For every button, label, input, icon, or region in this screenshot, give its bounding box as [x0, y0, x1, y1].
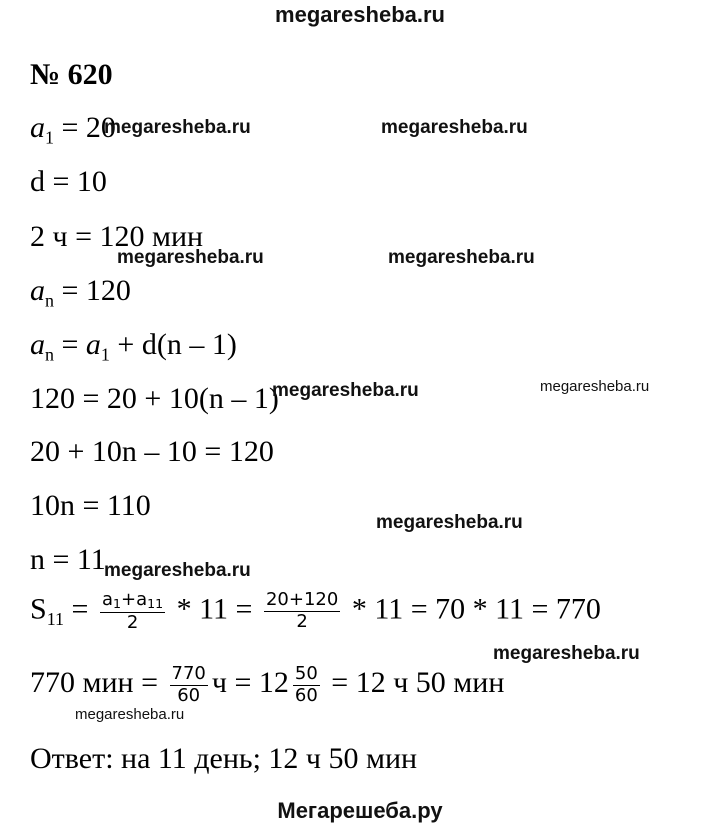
subscript: 11	[46, 608, 65, 629]
fraction-denominator: 60	[294, 684, 318, 706]
subscript: n	[45, 344, 54, 365]
var-a: a	[30, 328, 45, 361]
equation-mid: * 11 =	[169, 592, 260, 626]
subscript: n	[45, 290, 54, 311]
equation-line-time: 2 ч = 120 мин	[30, 220, 204, 253]
equation-mid: =	[54, 328, 86, 361]
fraction-mixed	[293, 664, 320, 706]
fraction-numerator: 20+120	[265, 589, 339, 611]
watermark: megaresheba.ru	[104, 117, 251, 138]
equation-rest: = 12 ч 50 мин	[323, 666, 505, 700]
fraction-denominator: 2	[296, 611, 308, 633]
watermark: megaresheba.ru	[381, 117, 528, 138]
sum-symbol: S	[30, 592, 47, 626]
equation-line-n: n = 11	[30, 543, 106, 576]
equation-mid: ч = 12	[211, 666, 289, 700]
var-a: a	[85, 328, 101, 361]
equation-line-expand: 20 + 10n – 10 = 120	[30, 435, 274, 468]
equation-line-sum	[30, 590, 601, 633]
equation-line-substitute: 120 = 20 + 10(n – 1)	[30, 382, 279, 415]
equation-line-formula	[30, 330, 237, 363]
equation-line-10n: 10n = 110	[30, 489, 151, 522]
fraction-denominator: 2	[126, 611, 139, 633]
equation-eq: =	[64, 592, 96, 626]
fraction-numerator: $a_1+a_{11}$	[101, 589, 164, 612]
equation-start: 770 мин =	[30, 666, 166, 700]
problem-number: № 620	[30, 58, 113, 91]
watermark: megaresheba.ru	[117, 247, 264, 268]
fraction-numerator: 50	[294, 663, 318, 684]
var-a: a	[30, 274, 45, 307]
equation-rest: * 11 = 70 * 11 = 770	[344, 592, 601, 626]
equation-rest: + d(n – 1)	[109, 328, 237, 361]
fraction-hours	[170, 664, 208, 706]
equation-rest: = 20	[54, 111, 116, 144]
watermark: megaresheba.ru	[104, 560, 251, 581]
fraction-formula	[100, 590, 165, 633]
fraction-denominator: 60	[177, 684, 201, 706]
site-footer: Мегарешеба.ру	[277, 798, 443, 823]
equation-line-convert	[30, 664, 504, 706]
fraction-values	[264, 590, 340, 632]
watermark: megaresheba.ru	[376, 512, 523, 533]
var-a: a	[30, 111, 45, 144]
subscript: 1	[45, 127, 54, 148]
watermark: megaresheba.ru	[272, 380, 419, 401]
watermark: megaresheba.ru	[540, 378, 650, 395]
equation-line-an	[30, 276, 131, 309]
answer-line: Ответ: на 11 день; 12 ч 50 мин	[30, 742, 418, 775]
watermark: megaresheba.ru	[75, 706, 185, 723]
site-header: megaresheba.ru	[275, 2, 445, 27]
equation-line-d: d = 10	[30, 165, 107, 198]
watermark: megaresheba.ru	[388, 247, 535, 268]
equation-rest: = 120	[54, 274, 131, 307]
watermark: megaresheba.ru	[493, 643, 640, 664]
subscript: 1	[100, 344, 110, 365]
fraction-numerator: 770	[171, 663, 206, 684]
